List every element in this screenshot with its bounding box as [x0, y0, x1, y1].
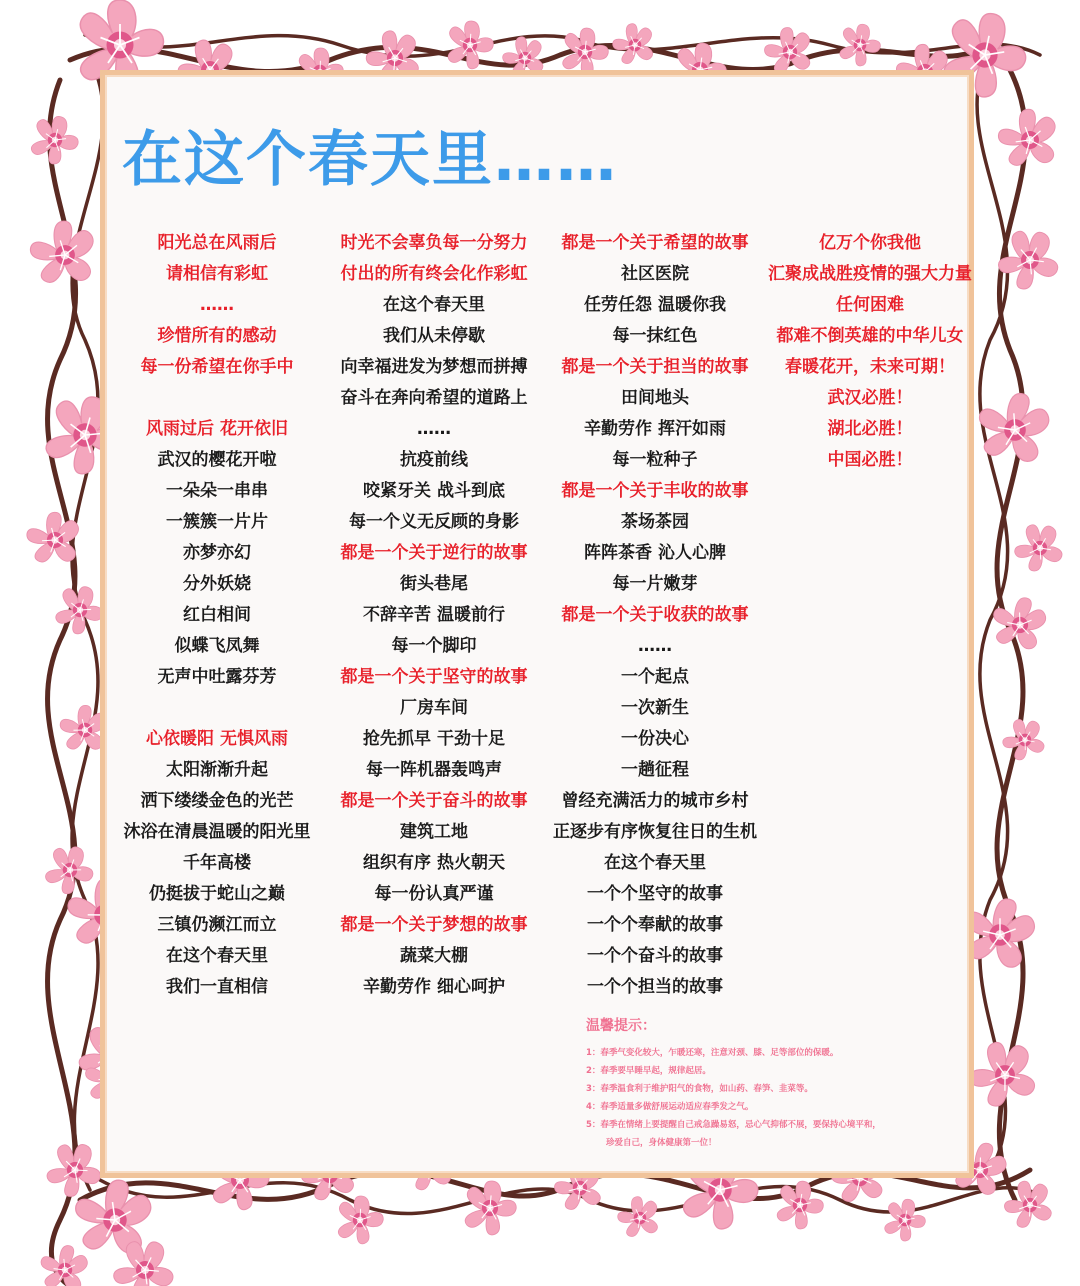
poem-line: 茶场茶园: [621, 512, 689, 532]
poem-line: 抗疫前线: [400, 450, 468, 470]
poem-line: 一个个坚守的故事: [587, 884, 723, 904]
poem-line: 一个个奉献的故事: [587, 915, 723, 935]
poem-line: 三镇仍濒江而立: [157, 915, 277, 935]
poem-line: 春暖花开，未来可期！: [785, 357, 955, 377]
poem-line: 红白相间: [183, 605, 251, 625]
tip-item: 2：春季要早睡早起，规律起居。: [586, 1066, 711, 1076]
poem-line: 一个起点: [621, 667, 689, 687]
poem-line: 一次新生: [621, 698, 689, 718]
poem-column-1: [107, 228, 327, 1003]
poem-line: 辛勤劳作 挥汗如雨: [584, 419, 726, 439]
poem-line: 都是一个关于逆行的故事: [340, 543, 528, 563]
poem-line: 珍惜所有的感动: [157, 326, 277, 346]
cherry-blossom-icon: [838, 21, 883, 69]
poem-line: 仍挺拔于蛇山之巅: [149, 884, 285, 904]
tip-item: 珍爱自己，身体健康第一位！: [606, 1138, 717, 1148]
poem-line: 每一粒种子: [612, 450, 698, 470]
poem-line: 都难不倒英雄的中华儿女: [776, 326, 964, 346]
poem-line: 一簇簇一片片: [166, 512, 268, 532]
poem-line: ……: [638, 636, 672, 656]
poem-line: 武汉必胜！: [827, 388, 913, 408]
poem-line: 一份决心: [621, 729, 689, 749]
poem-line: 洒下缕缕金色的光芒: [140, 791, 294, 811]
poem-line: 组织有序 热火朝天: [363, 853, 505, 873]
poem-line: 无声中吐露芬芳: [157, 667, 277, 687]
cherry-blossom-icon: [612, 1190, 669, 1247]
poem-line: 似蝶飞凤舞: [174, 636, 260, 656]
poem-column-3: [545, 228, 765, 1003]
poem-line: 沐浴在清晨温暖的阳光里: [123, 822, 311, 842]
poem-line: 汇聚成战胜疫情的强大力量: [768, 264, 972, 284]
poem-line: 每一个义无反顾的身影: [349, 512, 519, 532]
poem-line: 田间地头: [621, 388, 689, 408]
poem-line: 每一阵机器轰鸣声: [366, 760, 502, 780]
poem-line: 不辞辛苦 温暖前行: [363, 605, 505, 625]
poem-line: 都是一个关于担当的故事: [561, 357, 749, 377]
poem-column-2: [324, 228, 544, 1003]
cherry-blossom-icon: [338, 1195, 385, 1245]
poem-line: 阵阵茶香 沁人心脾: [584, 543, 726, 563]
cherry-blossom-icon: [998, 712, 1053, 768]
poem-line: 在这个春天里: [604, 853, 706, 873]
cherry-blossom-icon: [21, 212, 110, 301]
poem-line: 咬紧牙关 战斗到底: [363, 481, 505, 501]
poem-line: 蔬菜大棚: [400, 946, 468, 966]
poem-line: 都是一个关于希望的故事: [561, 233, 749, 253]
poem-line: 亦梦亦幻: [183, 543, 251, 563]
warm-tips: [586, 1016, 966, 1152]
poem-line: 都是一个关于梦想的故事: [340, 915, 528, 935]
poem-line: 辛勤劳作 细心呵护: [363, 977, 505, 997]
tip-item: 1：春季气变化较大，乍暖还寒，注意对颈、膝、足等部位的保暖。: [586, 1048, 839, 1058]
cherry-blossom-icon: [1010, 517, 1072, 580]
page-title: 在这个春天里……: [122, 125, 618, 195]
poem-line: 太阳渐渐升起: [166, 760, 268, 780]
poem-line: ……: [200, 295, 234, 315]
cherry-blossom-icon: [464, 1179, 518, 1237]
poem-line: 湖北必胜！: [827, 419, 913, 439]
cherry-blossom-icon: [19, 505, 92, 577]
poem-line: 分外妖娆: [183, 574, 251, 594]
poem-line: 厂房车间: [400, 698, 468, 718]
poem-line: 建筑工地: [400, 822, 468, 842]
poem-line: 社区医院: [621, 264, 689, 284]
cherry-blossom-icon: [607, 17, 664, 74]
stanza-spacer: [107, 383, 327, 414]
cherry-blossom-icon: [990, 100, 1071, 181]
poem-line: 风雨过后 花开依旧: [146, 419, 288, 439]
poem-line: 亿万个你我他: [819, 233, 921, 253]
cherry-blossom-icon: [42, 840, 100, 900]
cherry-blossom-icon: [29, 112, 84, 169]
poem-column-4: [760, 228, 980, 476]
poem-line: 抢先抓早 干劲十足: [363, 729, 505, 749]
poem-line: 都是一个关于丰收的故事: [561, 481, 749, 501]
poem-line: 付出的所有终会化作彩虹: [340, 264, 528, 284]
poem-line: 一个个奋斗的故事: [587, 946, 723, 966]
poem-line: 千年高楼: [183, 853, 251, 873]
tip-item: 4：春季适量多做舒展运动适应春季发之气。: [586, 1102, 754, 1112]
poem-line: 心依暖阳 无惧风雨: [146, 729, 288, 749]
poem-line: 向幸福进发为梦想而拼搏: [340, 357, 528, 377]
tip-item: 3：春季温食利于维护阳气的食物，如山药、春笋、韭菜等。: [586, 1084, 813, 1094]
poem-line: 在这个春天里: [383, 295, 485, 315]
poem-line: 一个个担当的故事: [587, 977, 723, 997]
poem-line: 一趟征程: [621, 760, 689, 780]
poem-line: 都是一个关于奋斗的故事: [340, 791, 528, 811]
poem-line: 任劳任怨 温暖你我: [584, 295, 726, 315]
poem-line: 任何困难: [836, 295, 904, 315]
poem-line: 每一份认真严谨: [374, 884, 494, 904]
poem-line: 每一片嫩芽: [612, 574, 698, 594]
poem-line: 武汉的樱花开啦: [157, 450, 277, 470]
tips-title: 温馨提示：: [586, 1018, 656, 1034]
poem-line: 奋斗在奔向希望的道路上: [340, 388, 528, 408]
stanza-spacer: [107, 693, 327, 724]
tip-item: 5：春季在情绪上要提醒自己戒急躁易怒，忌心气抑郁不展，要保持心境平和，: [586, 1120, 881, 1130]
poem-line: 时光不会辜负每一分努力: [340, 233, 528, 253]
poem-line: 每一抹红色: [612, 326, 698, 346]
poem-line: 都是一个关于坚守的故事: [340, 667, 528, 687]
poem-line: 每一个脚印: [391, 636, 477, 656]
poem-line: 街头巷尾: [400, 574, 468, 594]
poem-line: ……: [417, 419, 451, 439]
poem-line: 阳光总在风雨后: [157, 233, 277, 253]
poem-line: 一朵朵一串串: [166, 481, 268, 501]
poem-line: 每一份希望在你手中: [140, 357, 294, 377]
poem-line: 都是一个关于收获的故事: [561, 605, 749, 625]
poem-line: 中国必胜！: [827, 450, 913, 470]
poem-line: 正逐步有序恢复往日的生机: [553, 822, 757, 842]
poem-line: 请相信有彩虹: [166, 264, 268, 284]
poem-line: 我们从未停歇: [383, 326, 485, 346]
cherry-blossom-icon: [883, 1196, 929, 1244]
poem-line: 我们一直相信: [166, 977, 268, 997]
poem-line: 曾经充满活力的城市乡村: [561, 791, 749, 811]
poem-line: 在这个春天里: [166, 946, 268, 966]
